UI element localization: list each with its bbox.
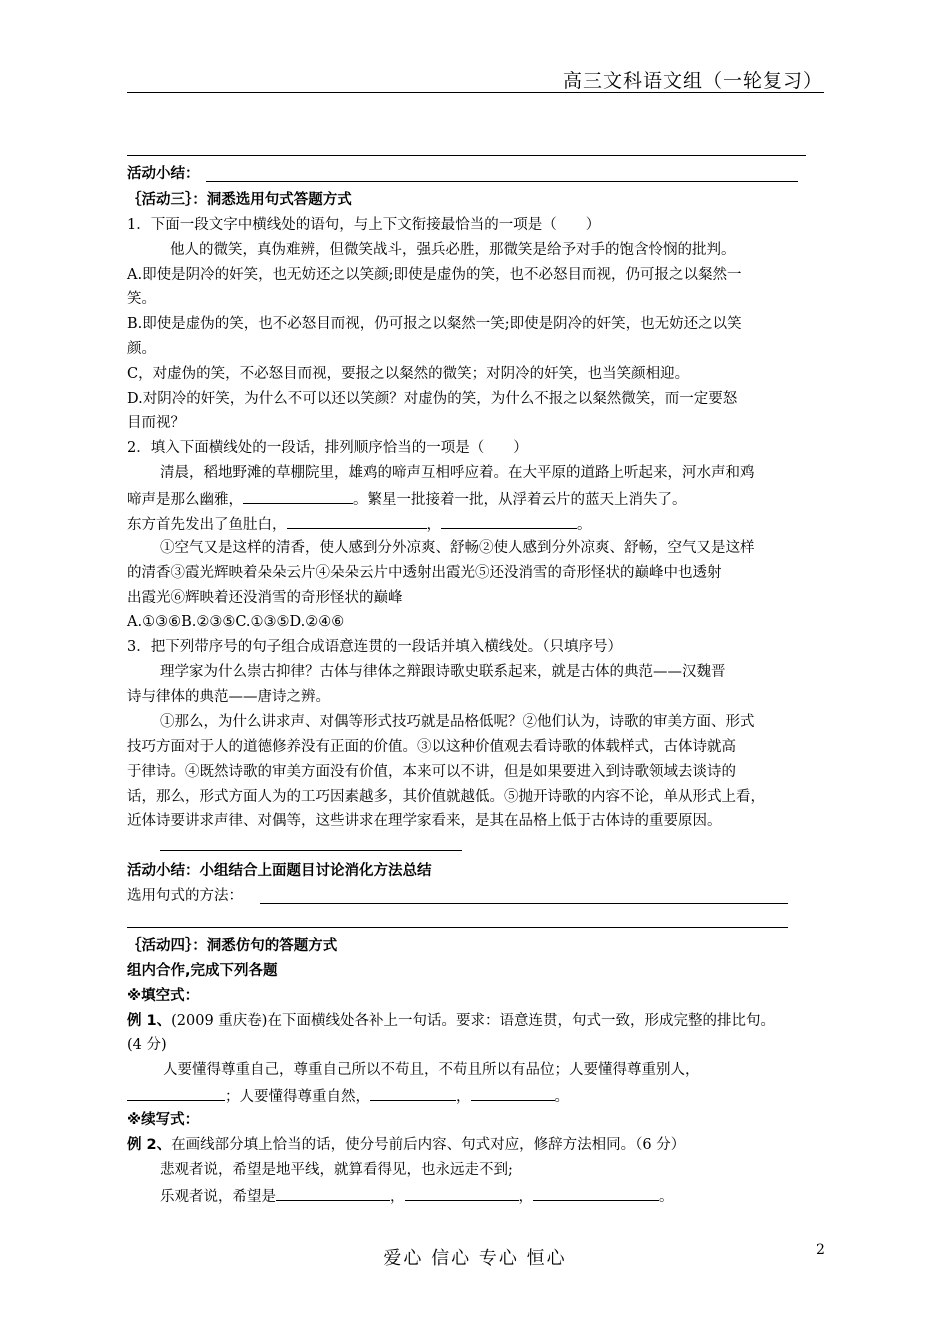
ex1-blank-3[interactable] — [471, 1086, 555, 1101]
q1-stem: 1．下面一段文字中横线处的语句，与上下文衔接最恰当的一项是（ ） — [127, 217, 601, 233]
q2-blank-3[interactable] — [441, 514, 577, 529]
q2-passage-2a: 啼声是那么幽雅， — [127, 492, 243, 508]
q3-passage-1: 理学家为什么崇古抑律？古体与律体之辩跟诗歌史联系起来，就是古体的典范——汉魏晋 — [160, 664, 726, 680]
ex1-blank-2[interactable] — [370, 1086, 456, 1101]
q3-passage-2: 诗与律体的典范——唐诗之辨。 — [127, 689, 330, 705]
example1-passage-2a: ；人要懂得尊重自然， — [225, 1089, 370, 1105]
activity3-summary-title: 活动小结：小组结合上面题目讨论消化方法总结 — [127, 863, 432, 879]
q2-passage-3a: 东方首先发出了鱼肚白， — [127, 517, 287, 533]
summary-label: 活动小结： — [127, 166, 200, 182]
q3-sentence-3: 于律诗。④既然诗歌的审美方面没有价值，本来可以不讲，但是如果要进入到诗歌领域去谈诗的 — [127, 764, 736, 780]
q1-option-a-2: 笑。 — [127, 291, 156, 307]
ex1-period: 。 — [554, 1089, 569, 1105]
q3-sentence-5: 近体诗要讲求声律、对偶等，这些讲求在理学家看来，是其在品格上低于古体诗的重要原因。 — [127, 813, 722, 829]
example2-line — [127, 1136, 685, 1154]
example2-passage-2a: 乐观者说，希望是 — [160, 1189, 276, 1205]
q2-passage-3 — [127, 514, 592, 534]
example1-text: (2009 重庆卷)在下面横线处各补上一句话。要求：语意连贯，句式一致，形成完整的排比句。 — [171, 1013, 775, 1029]
q2-choices: A.①③⑥B.②③⑤C.①③⑤D.②④⑥ — [127, 614, 345, 630]
page-number: 2 — [816, 1242, 825, 1258]
q2-comma: ， — [426, 517, 441, 533]
ex2-blank-3[interactable] — [533, 1186, 659, 1201]
q2-options-3: 出霞光⑥辉映着还没消雪的奇形怪状的巅峰 — [127, 590, 403, 606]
ex2-comma-2: ， — [518, 1189, 533, 1205]
q1-option-d-1: D.对阴冷的奸笑，为什么不可以还以笑颜？对虚伪的笑，为什么不报之以粲然微笑，而一定要怒 — [127, 391, 738, 407]
example1-passage-1: 人要懂得尊重自己，尊重自己所以不苟且，不苟且所以有品位；人要懂得尊重别人， — [163, 1062, 700, 1078]
example2-passage-1: 悲观者说，希望是地平线，就算看得见，也永远走不到; — [160, 1162, 513, 1178]
q2-blank-1[interactable] — [243, 489, 353, 504]
activity3-title: ｛活动三｝：洞悉选用句式答题方式 — [127, 192, 352, 208]
q1-option-b-1: B.即使是虚伪的笑，也不必怒目而视，仍可报之以粲然一笑;即使是阴冷的奸笑，也无妨还之以笑 — [127, 316, 742, 332]
method-answer-line-1[interactable] — [260, 903, 788, 904]
ex2-blank-2[interactable] — [405, 1186, 519, 1201]
activity4-subtitle: 组内合作,完成下列各题 — [127, 963, 278, 979]
q2-options-2: 的清香③霞光辉映着朵朵云片④朵朵云片中透射出霞光⑤还没消雪的奇形怪状的巅峰中也透射 — [127, 565, 722, 581]
method-answer-line-2[interactable] — [127, 927, 788, 928]
example1-label: 例 1、 — [127, 1013, 172, 1029]
q2-passage-1: 清晨，稻地野滩的草棚院里，雄鸡的啼声互相呼应着。在大平原的道路上听起来，河水声和鸡 — [160, 465, 755, 481]
q3-sentence-1: ①那么，为什么讲求声、对偶等形式技巧就是品格低呢？②他们认为，诗歌的审美方面、形式 — [160, 714, 755, 730]
example1-score: (4 分) — [127, 1037, 167, 1053]
ex1-blank-1[interactable] — [127, 1086, 225, 1101]
ex1-comma: ， — [456, 1089, 471, 1105]
q2-blank-2[interactable] — [287, 514, 427, 529]
q1-option-a-1: A.即使是阴冷的奸笑，也无妨还之以笑颜;即使是虚伪的笑，也不必怒目而视，仍可报之以粲然一 — [127, 267, 742, 283]
example1-passage-2 — [127, 1086, 569, 1106]
ex2-comma-1: ， — [390, 1189, 405, 1205]
q2-stem: 2．填入下面横线处的一段话，排列顺序恰当的一项是（ ） — [127, 440, 528, 456]
q3-answer-line[interactable] — [160, 850, 462, 851]
q3-sentence-4: 话，那么，形式方面人为的工巧因素越多，其价值就越低。⑤抛开诗歌的内容不论，单从形式上看， — [127, 789, 765, 805]
example2-label: 例 2、 — [127, 1137, 172, 1153]
q2-period: 。 — [577, 517, 592, 533]
example2-text: 在画线部分填上恰当的话，使分号前后内容、句式对应，修辞方法相同。（6 分） — [171, 1137, 686, 1153]
q3-sentence-2: 技巧方面对于人的道德修养没有正面的价值。③以这种价值观去看诗歌的体载样式，古体诗就高 — [127, 739, 736, 755]
ex2-period: 。 — [659, 1189, 674, 1205]
q1-option-b-2: 颜。 — [127, 341, 156, 357]
summary-answer-line — [206, 181, 798, 182]
method-label: 选用句式的方法： — [127, 888, 243, 904]
q1-option-c: C，对虚伪的笑，不必怒目而视，要报之以粲然的微笑；对阴冷的奸笑，也当笑颜相迎。 — [127, 366, 690, 382]
ex2-blank-1[interactable] — [276, 1186, 390, 1201]
q1-passage: 他人的微笑，真伪难辨，但微笑战斗，强兵必胜，那微笑是给予对手的饱含怜悯的批判。 — [170, 242, 736, 258]
q2-passage-2 — [127, 489, 687, 509]
header-rule — [127, 92, 824, 93]
activity4-title: ｛活动四｝：洞悉仿句的答题方式 — [127, 938, 338, 954]
example2-passage-2 — [160, 1186, 674, 1206]
header-title: 高三文科语文组（一轮复习） — [562, 70, 823, 92]
footer-motto: 爱心 信心 专心 恒心 — [383, 1248, 567, 1269]
q1-option-d-2: 目而视？ — [127, 415, 185, 431]
answer-line — [127, 155, 806, 156]
q3-stem: 3．把下列带序号的句子组合成语意连贯的一段话并填入横线处。（只填序号） — [127, 639, 622, 655]
q2-passage-2b: 。繁星一批接着一批，从浮着云片的蓝天上消失了。 — [353, 492, 687, 508]
fill-header: ※填空式： — [127, 988, 200, 1004]
example1-line — [127, 1012, 775, 1030]
continue-header: ※续写式： — [127, 1112, 200, 1128]
q2-options-1: ①空气又是这样的清香，使人感到分外凉爽、舒畅②使人感到分外凉爽、舒畅，空气又是这样 — [160, 540, 755, 556]
